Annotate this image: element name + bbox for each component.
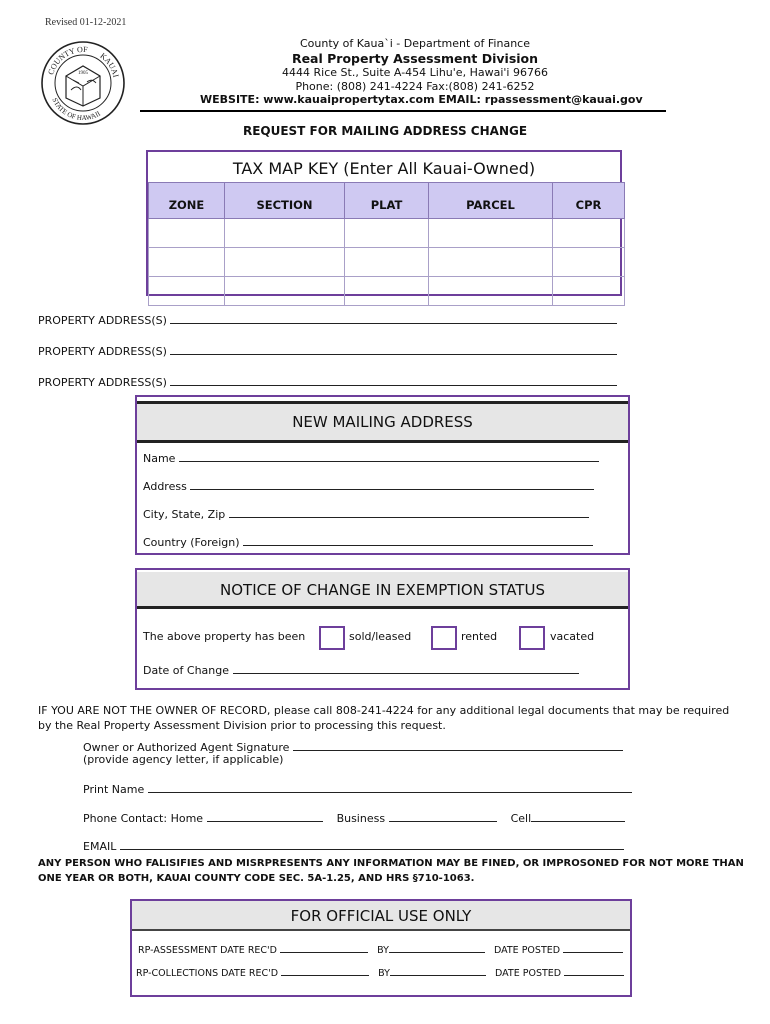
col-plat: PLAT xyxy=(345,183,429,219)
new-mailing-address-section xyxy=(135,395,630,555)
email-input[interactable] xyxy=(120,838,624,850)
collections-date-input[interactable] xyxy=(281,966,369,976)
zone-input[interactable] xyxy=(149,219,225,248)
vacated-label: vacated xyxy=(550,630,595,643)
print-name-input[interactable] xyxy=(148,781,632,793)
form-title: REQUEST FOR MAILING ADDRESS CHANGE xyxy=(242,124,528,138)
country-label: Country (Foreign) xyxy=(143,536,240,549)
business-phone-input[interactable] xyxy=(389,810,497,822)
tax-map-key-table xyxy=(146,150,622,296)
zone-input[interactable] xyxy=(149,248,225,277)
owner-notice: IF YOU ARE NOT THE OWNER OF RECORD, please call 808-241-4224 for any additional legal documents that may be required by the Real Property Assessment Division prior to processing this request. xyxy=(38,704,730,732)
official-use-title: FOR OFFICIAL USE ONLY xyxy=(132,901,630,931)
property-address-input-1[interactable] xyxy=(170,312,617,324)
address-row xyxy=(143,478,594,493)
email-row xyxy=(83,838,624,853)
parcel-input[interactable] xyxy=(429,219,553,248)
plat-input[interactable] xyxy=(345,248,429,277)
seal-year: 1905 xyxy=(78,71,88,76)
cpr-input[interactable] xyxy=(553,277,625,306)
property-address-row-2 xyxy=(38,343,617,358)
signature-sub: (provide agency letter, if applicable) xyxy=(83,753,284,766)
table-row xyxy=(149,219,625,248)
date-of-change-row xyxy=(143,662,579,677)
print-name-row xyxy=(83,781,632,796)
section-input[interactable] xyxy=(225,277,345,306)
cpr-input[interactable] xyxy=(553,219,625,248)
zone-input[interactable] xyxy=(149,277,225,306)
assessment-date-input[interactable] xyxy=(280,943,368,953)
exemption-prompt: The above property has been xyxy=(143,630,306,643)
phone-row xyxy=(83,810,625,825)
assessment-row xyxy=(138,943,623,956)
header-county: County of Kaua`i - Department of Finance xyxy=(299,37,530,50)
property-address-input-3[interactable] xyxy=(170,374,617,386)
assessment-posted-input[interactable] xyxy=(563,943,623,953)
cpr-input[interactable] xyxy=(553,248,625,277)
tmk-title: TAX MAP KEY (Enter All Kauai-Owned) xyxy=(232,159,536,178)
property-address-row-1 xyxy=(38,312,617,327)
table-row xyxy=(149,277,625,306)
section-input[interactable] xyxy=(225,248,345,277)
property-address-label: PROPERTY ADDRESS(S) xyxy=(38,376,167,389)
seal-text-bottom: STATE OF HAWAII xyxy=(50,96,102,123)
email-label: EMAIL xyxy=(83,840,117,853)
signature-row xyxy=(83,739,623,754)
date-of-change-label: Date of Change xyxy=(143,664,230,677)
rented-checkbox[interactable] xyxy=(431,626,457,650)
parcel-input[interactable] xyxy=(429,277,553,306)
property-address-input-2[interactable] xyxy=(170,343,617,355)
header-phone: Phone: (808) 241-4224 Fax:(808) 241-6252 xyxy=(295,80,535,93)
vacated-checkbox[interactable] xyxy=(519,626,545,650)
collections-posted-input[interactable] xyxy=(564,966,624,976)
home-phone-input[interactable] xyxy=(207,810,323,822)
col-section: SECTION xyxy=(225,183,345,219)
header-web-email: WEBSITE: www.kauaipropertytax.com EMAIL: rpassessment@kauai.gov xyxy=(200,93,643,106)
col-cpr: CPR xyxy=(553,183,625,219)
collections-by-input[interactable] xyxy=(390,966,486,976)
signature-input[interactable] xyxy=(293,739,623,751)
header-divider xyxy=(140,110,666,112)
business-phone-label: Business xyxy=(336,812,386,825)
date-of-change-input[interactable] xyxy=(233,662,579,674)
sold-leased-checkbox[interactable] xyxy=(319,626,345,650)
revised-date: Revised 01-12-2021 xyxy=(45,17,127,28)
name-input[interactable] xyxy=(179,450,599,462)
assessment-date-label: RP-ASSESSMENT DATE REC'D xyxy=(138,945,277,956)
col-zone: ZONE xyxy=(149,183,225,219)
print-name-label: Print Name xyxy=(83,783,145,796)
section-input[interactable] xyxy=(225,219,345,248)
collections-posted-label: DATE POSTED xyxy=(495,968,562,979)
new-mailing-title: NEW MAILING ADDRESS xyxy=(137,401,628,443)
home-phone-label: Phone Contact: Home xyxy=(83,812,204,825)
city-state-zip-input[interactable] xyxy=(229,506,589,518)
header-address: 4444 Rice St., Suite A-454 Lihu'e, Hawai'i 96766 xyxy=(282,66,548,79)
col-parcel: PARCEL xyxy=(429,183,553,219)
assessment-by-label: BY xyxy=(377,945,389,956)
plat-input[interactable] xyxy=(345,277,429,306)
sold-leased-label: sold/leased xyxy=(349,630,412,643)
property-address-label: PROPERTY ADDRESS(S) xyxy=(38,314,167,327)
parcel-input[interactable] xyxy=(429,248,553,277)
assessment-posted-label: DATE POSTED xyxy=(493,945,561,956)
exemption-status-section xyxy=(135,568,630,690)
exemption-title: NOTICE OF CHANGE IN EXEMPTION STATUS xyxy=(137,572,628,609)
name-row xyxy=(143,450,599,465)
property-address-label: PROPERTY ADDRESS(S) xyxy=(38,345,167,358)
property-address-row-3 xyxy=(38,374,617,389)
cell-phone-label: Cell xyxy=(510,812,532,825)
collections-by-label: BY xyxy=(378,968,390,979)
collections-date-label: RP-COLLECTIONS DATE REC'D xyxy=(136,968,279,979)
city-row xyxy=(143,506,589,521)
table-row xyxy=(149,248,625,277)
plat-input[interactable] xyxy=(345,219,429,248)
address-label: Address xyxy=(143,480,187,493)
city-state-zip-label: City, State, Zip xyxy=(143,508,226,521)
address-input[interactable] xyxy=(190,478,594,490)
cell-phone-input[interactable] xyxy=(531,810,625,822)
country-input[interactable] xyxy=(243,534,593,546)
seal-text-top: COUNTY OF xyxy=(46,44,88,76)
country-row xyxy=(143,534,593,549)
collections-row xyxy=(136,966,624,979)
name-label: Name xyxy=(143,452,176,465)
county-seal-logo xyxy=(40,40,126,126)
signature-label: Owner or Authorized Agent Signature xyxy=(83,741,290,754)
penalty-warning: ANY PERSON WHO FALISIFIES AND MISRPRESENTS ANY INFORMATION MAY BE FINED, OR IMPROSONED FOR NOT MORE THAN ONE YEAR OR BOTH, KAUAI COUNTY CODE SEC. 5A-1.25, AND HRS §710-1063. xyxy=(38,858,744,884)
header-division: Real Property Assessment Division xyxy=(291,51,539,66)
rented-label: rented xyxy=(461,630,498,643)
assessment-by-input[interactable] xyxy=(389,943,485,953)
official-use-section xyxy=(130,899,632,997)
seal-text-right: KAUAI xyxy=(98,51,121,79)
